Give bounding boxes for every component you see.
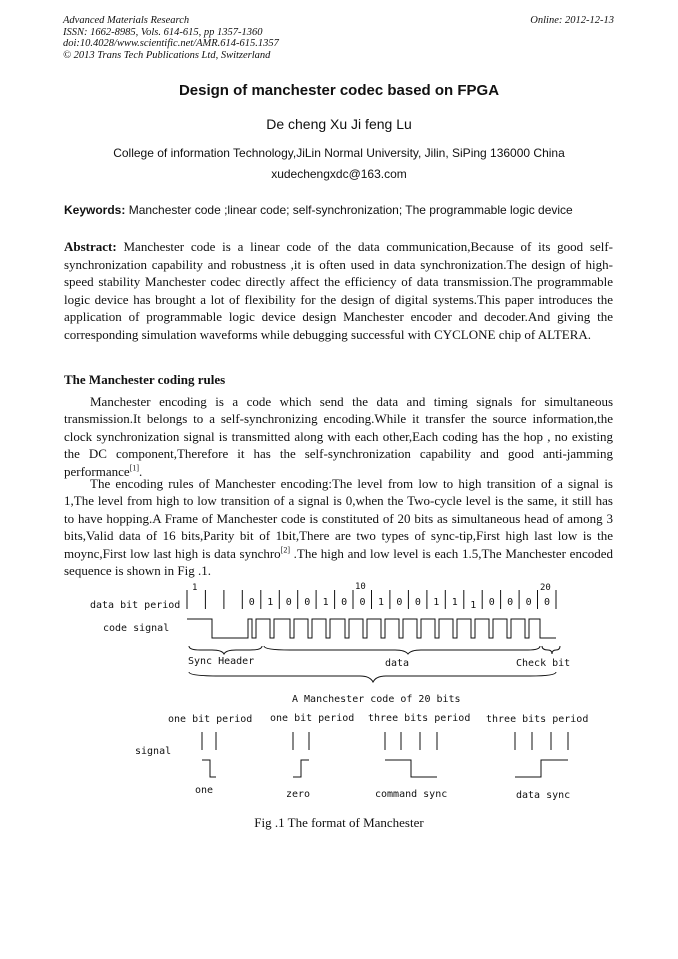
bit-index-1: 1: [192, 583, 198, 593]
one-bit-period-label-2: one bit period: [270, 713, 355, 724]
journal-name: Advanced Materials Research: [63, 15, 190, 26]
paper-affiliation: College of information Technology,JiLin Normal University, Jilin, SiPing 136000 China: [113, 146, 565, 160]
check-bit-label: Check bit: [516, 658, 571, 669]
data-bit-value: 1: [322, 597, 329, 608]
keywords-text: Manchester code ;linear code; self-synchronization; The programmable logic device: [128, 203, 573, 217]
data-bit-value: 0: [488, 597, 495, 608]
data-bit-value: 1: [378, 597, 385, 608]
doi-line: doi:10.4028/www.scientific.net/AMR.614-615.1357: [63, 38, 279, 49]
keywords-label: Keywords:: [64, 203, 126, 217]
data-bit-value: 0: [544, 597, 551, 608]
online-date: Online: 2012-12-13: [530, 15, 614, 26]
code-signal-label: code signal: [103, 623, 170, 634]
citation-1: [1]: [129, 463, 140, 473]
paper-authors: De cheng Xu Ji feng Lu: [266, 116, 412, 132]
data-bit-value: 1: [451, 597, 458, 608]
author-email: xudechengxdc@163.com: [271, 167, 407, 181]
bit-index-20: 20: [540, 583, 551, 593]
paragraph-1-end: .: [139, 463, 143, 479]
data-label: data: [385, 658, 410, 669]
data-bit-value: 0: [341, 597, 348, 608]
zero-label: zero: [286, 789, 311, 800]
three-bits-period-label-2: three bits period: [486, 714, 589, 725]
bit-index-10: 10: [355, 582, 366, 592]
data-bit-value: 0: [304, 597, 311, 608]
one-waveform: [202, 760, 216, 777]
paragraph-2-text: The encoding rules of Manchester encoding:The level from low to high transition of a signal is 1,The level from high to low transition of a signal is 0,when the Two-cycle level is the same, it still has to have hopping.A Frame of Manchester code is constituted of 20 bits as simultaneous head of among 3 bits,Valid data of 16 bits,Parity bit of 1bit,There are two types of sync-tip,First high last low is the moync,First low last high is data synchro: [64, 476, 613, 561]
issn-line: ISSN: 1662-8985, Vols. 614-615, pp 1357-1360: [63, 26, 263, 38]
data-sync-label: data sync: [516, 790, 571, 801]
three-bits-period-label-1: three bits period: [368, 713, 471, 724]
section-heading: The Manchester coding rules: [64, 372, 226, 387]
data-bit-value: 1: [470, 600, 477, 611]
paragraph-1-text: Manchester encoding is a code which send the data and timing signals for simultaneous transmission.It belongs to a self-synchronizing encoding.While it transfer the source information,the clock synchronization signal is transmitted along with each other,Each coding has the hop , no existing the DC component,Therefore it has the self-synchronization capability and good anti-jamming performance: [64, 394, 613, 479]
code-signal-waveform: [187, 619, 556, 638]
figure-caption: Fig .1 The format of Manchester: [254, 815, 424, 830]
sync-header-label: Sync Header: [188, 656, 255, 667]
data-bit-period-label: data bit period: [90, 600, 181, 611]
one-bit-period-label-1: one bit period: [168, 714, 253, 725]
data-bit-value: 0: [525, 597, 532, 608]
data-bit-value: 0: [285, 597, 292, 608]
data-bit-value: 0: [396, 597, 403, 608]
command-sync-waveform: [385, 760, 437, 777]
signal-label: signal: [135, 746, 172, 757]
frame-label: A Manchester code of 20 bits: [292, 694, 461, 705]
data-bit-value: 0: [414, 597, 421, 608]
paper-title: Design of manchester codec based on FPGA: [178, 82, 500, 99]
legend-period-ticks: [202, 732, 568, 750]
copyright-line: © 2013 Trans Tech Publications Ltd, Switzerland: [63, 49, 271, 61]
abstract-text: Manchester code is a linear code of the data communication,Because of its good self-synchronization capability and robustness ,it is often used in data synchronization.The design of high-speed stability Manchester codec directly affect the efficiency of data transmission.The programmable logic device has brought a lot of flexibility for the design of digital systems.This paper introduces the application of programmable logic device design Manchester encoder and decoder.And giving the corresponding simulation waveforms while debugging successful with CYCLONE chip of ALTERA.: [64, 239, 614, 342]
data-bit-value: 1: [267, 597, 274, 608]
data-bit-value: 1: [433, 597, 440, 608]
command-sync-label: command sync: [375, 789, 448, 800]
data-bit-value: 0: [248, 597, 255, 608]
data-bit-value: 0: [507, 597, 514, 608]
citation-2: [2]: [280, 545, 290, 555]
data-sync-waveform: [515, 760, 568, 777]
bit-period-ticks: [187, 590, 556, 609]
abstract-label: Abstract:: [64, 239, 117, 254]
data-bit-values: [249, 597, 550, 611]
zero-waveform: [293, 760, 309, 777]
data-bit-value: 0: [359, 597, 366, 608]
paragraph-2-end: .The high and low level is each 1.5,The Manchester encoded sequence is shown in Fig .1.: [64, 545, 613, 579]
one-label: one: [195, 785, 214, 796]
